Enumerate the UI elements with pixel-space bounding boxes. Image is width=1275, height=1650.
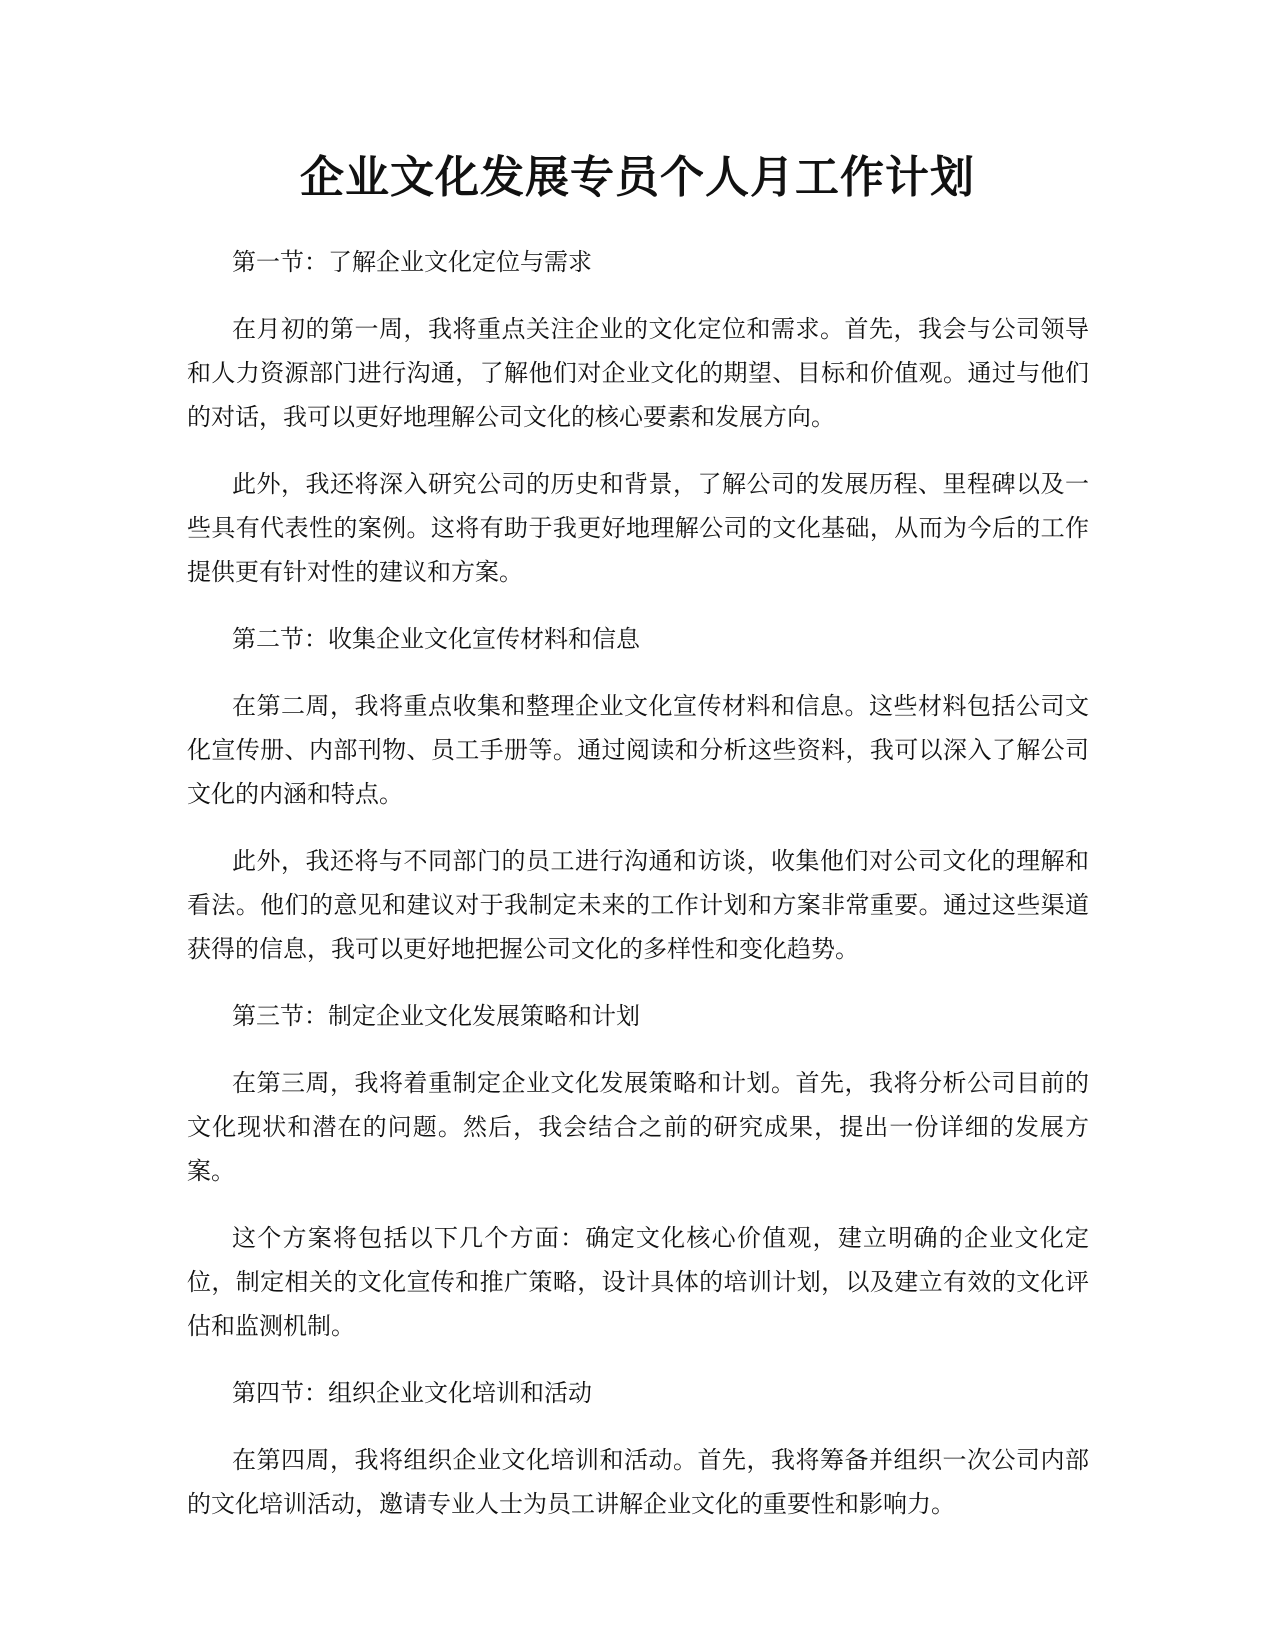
section-heading-3: 第三节：制定企业文化发展策略和计划: [232, 1002, 640, 1030]
document-title: 企业文化发展专员个人月工作计划: [300, 152, 975, 203]
document-body: [187, 240, 1089, 1549]
paragraph: 在第四周，我将组织企业文化培训和活动。首先，我将筹备并组织一次公司内部的文化培训活动，邀请专业人士为员工讲解企业文化的重要性和影响力。: [187, 1446, 1089, 1518]
section-heading-1: 第一节：了解企业文化定位与需求: [232, 248, 592, 276]
section-heading-4: 第四节：组织企业文化培训和活动: [232, 1379, 592, 1407]
section-heading-2: 第二节：收集企业文化宣传材料和信息: [232, 625, 640, 653]
paragraph: 在第二周，我将重点收集和整理企业文化宣传材料和信息。这些材料包括公司文化宣传册、内部刊物、员工手册等。通过阅读和分析这些资料，我可以深入了解公司文化的内涵和特点。: [187, 692, 1089, 808]
paragraph: 这个方案将包括以下几个方面：确定文化核心价值观，建立明确的企业文化定位，制定相关的文化宣传和推广策略，设计具体的培训计划，以及建立有效的文化评估和监测机制。: [187, 1224, 1089, 1340]
paragraph: 在第三周，我将着重制定企业文化发展策略和计划。首先，我将分析公司目前的文化现状和潜在的问题。然后，我会结合之前的研究成果，提出一份详细的发展方案。: [187, 1069, 1089, 1185]
paragraph: 此外，我还将深入研究公司的历史和背景，了解公司的发展历程、里程碑以及一些具有代表性的案例。这将有助于我更好地理解公司的文化基础，从而为今后的工作提供更有针对性的建议和方案。: [187, 470, 1089, 586]
paragraph: 在月初的第一周，我将重点关注企业的文化定位和需求。首先，我会与公司领导和人力资源部门进行沟通，了解他们对企业文化的期望、目标和价值观。通过与他们的对话，我可以更好地理解公司文化的核心要素和发展方向。: [187, 315, 1089, 431]
paragraph: 此外，我还将与不同部门的员工进行沟通和访谈，收集他们对公司文化的理解和看法。他们的意见和建议对于我制定未来的工作计划和方案非常重要。通过这些渠道获得的信息，我可以更好地把握公司文化的多样性和变化趋势。: [187, 847, 1089, 963]
